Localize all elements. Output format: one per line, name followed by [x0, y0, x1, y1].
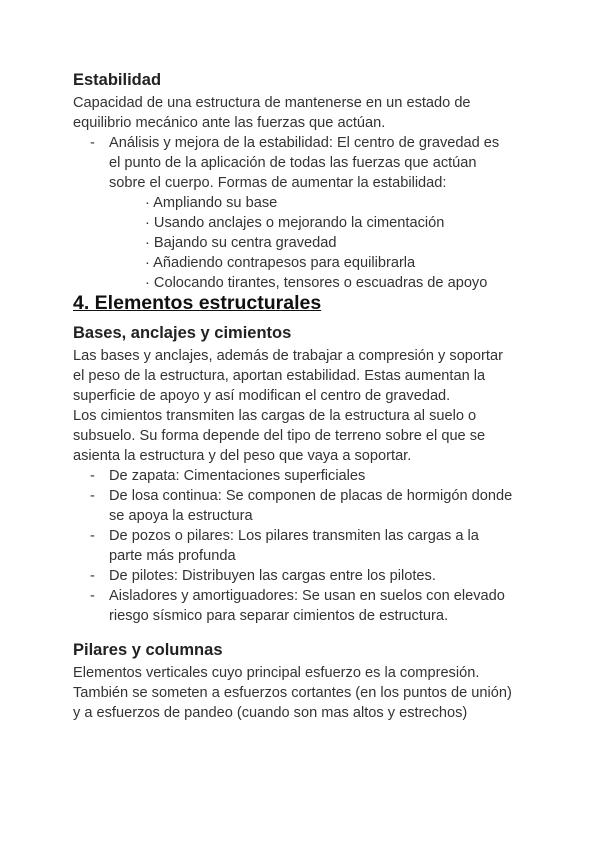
- list-dash: -: [90, 468, 95, 484]
- bases-paragraph-line: asienta la estructura y del peso que vaya a soportar.: [73, 448, 412, 464]
- estabilidad-heading: Estabilidad: [73, 71, 162, 89]
- cimiento-list-item: De losa continua: Se componen de placas de hormigón donde: [109, 488, 513, 504]
- bases-paragraph-line: Las bases y anclajes, además de trabajar a compresión y soportar: [73, 348, 503, 364]
- bases-paragraph-line: el peso de la estructura, aportan estabilidad. Estas aumentan la: [73, 368, 486, 384]
- section-4-heading: 4. Elementos estructurales: [73, 292, 322, 314]
- cimiento-list-item: riesgo sísmico para separar cimientos de estructura.: [109, 608, 449, 624]
- cimiento-list-item: parte más profunda: [109, 548, 236, 564]
- estabilidad-sub-item: · Bajando su centra gravedad: [145, 235, 337, 251]
- cimiento-list-item: De pilotes: Distribuyen las cargas entre los pilotes.: [109, 568, 436, 584]
- list-dash: -: [90, 528, 95, 544]
- list-dash: -: [90, 588, 95, 604]
- cimiento-list-item: De zapata: Cimentaciones superficiales: [109, 468, 366, 484]
- cimiento-list-item: Aisladores y amortiguadores: Se usan en suelos con elevado: [109, 588, 505, 604]
- estabilidad-bullet-line: sobre el cuerpo. Formas de aumentar la estabilidad:: [109, 175, 447, 191]
- pilares-paragraph-line: También se someten a esfuerzos cortantes (en los puntos de unión): [73, 685, 512, 701]
- pilares-paragraph-line: Elementos verticales cuyo principal esfuerzo es la compresión.: [73, 665, 480, 681]
- estabilidad-bullet-line: Análisis y mejora de la estabilidad: El centro de gravedad es: [109, 135, 500, 151]
- list-dash: -: [90, 135, 95, 151]
- cimiento-list-item: De pozos o pilares: Los pilares transmiten las cargas a la: [109, 528, 479, 544]
- estabilidad-paragraph-line: Capacidad de una estructura de mantenerse en un estado de: [73, 95, 471, 111]
- estabilidad-sub-item: · Ampliando su base: [145, 195, 278, 211]
- cimiento-list-item: se apoya la estructura: [109, 508, 253, 524]
- bases-heading: Bases, anclajes y cimientos: [73, 324, 292, 342]
- bases-paragraph-line: subsuelo. Su forma depende del tipo de terreno sobre el que se: [73, 428, 486, 444]
- estabilidad-sub-item: · Usando anclajes o mejorando la cimentación: [145, 215, 445, 231]
- bases-paragraph-line: Los cimientos transmiten las cargas de la estructura al suelo o: [73, 408, 477, 424]
- pilares-paragraph-line: y a esfuerzos de pandeo (cuando son mas altos y estrechos): [73, 705, 468, 721]
- estabilidad-bullet-line: el punto de la aplicación de todas las fuerzas que actúan: [109, 155, 477, 171]
- estabilidad-sub-item: · Colocando tirantes, tensores o escuadras de apoyo: [145, 275, 488, 291]
- list-dash: -: [90, 568, 95, 584]
- estabilidad-paragraph-line: equilibrio mecánico ante las fuerzas que actúan.: [73, 115, 386, 131]
- bases-paragraph-line: superficie de apoyo y así modifican el centro de gravedad.: [73, 388, 451, 404]
- pilares-heading: Pilares y columnas: [73, 641, 223, 659]
- estabilidad-sub-item: · Añadiendo contrapesos para equilibrarla: [145, 255, 416, 271]
- list-dash: -: [90, 488, 95, 504]
